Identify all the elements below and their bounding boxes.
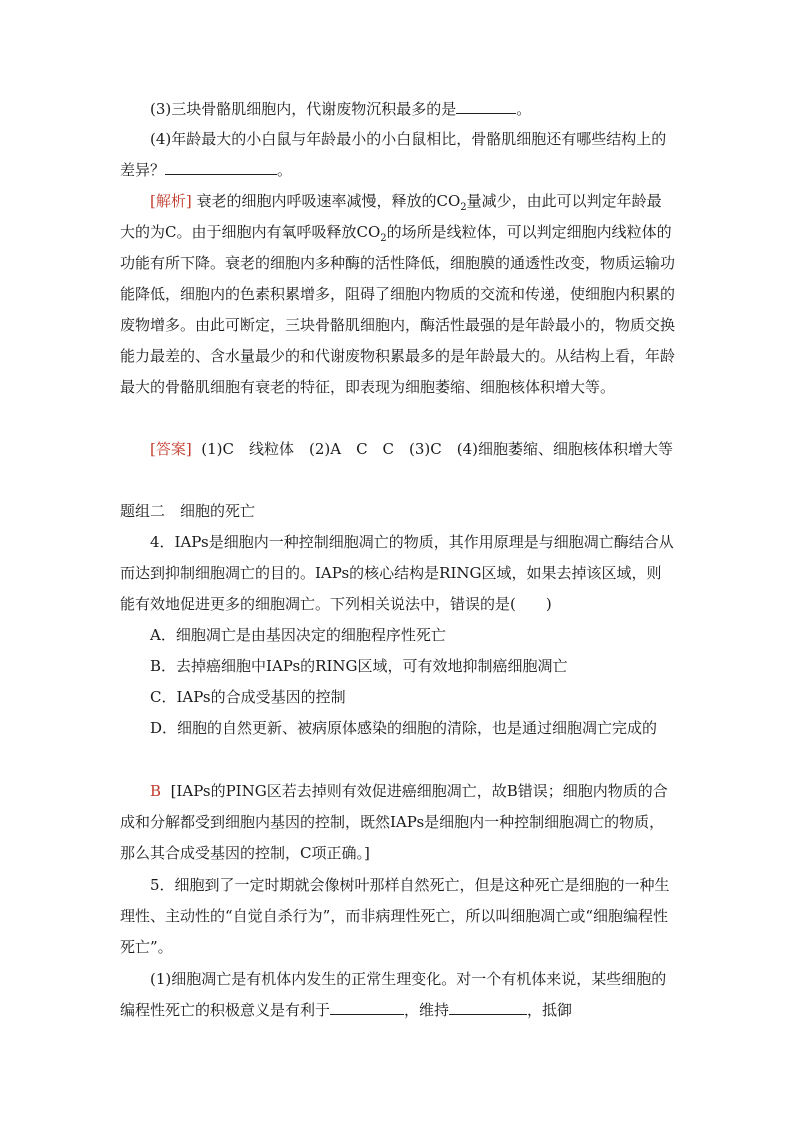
answer-blank bbox=[165, 158, 277, 175]
question-3 bbox=[120, 94, 675, 125]
q4-text: (4)年龄最大的小白鼠与年龄最小的小白鼠相比，骨骼肌细胞还有哪些结构上的差异？ bbox=[120, 130, 667, 179]
q3-end: 。 bbox=[516, 100, 532, 118]
q3-text: (3)三块骨骼肌细胞内，代谢废物沉积最多的是 bbox=[150, 100, 457, 118]
option-b: B．去掉癌细胞中IAPs的RING区域，可有效地抑制癌细胞凋亡 bbox=[150, 657, 568, 675]
answer-tag: [答案] bbox=[150, 440, 192, 458]
solution-paragraph: B [IAPs的PING区若去掉则有效促进癌细胞凋亡，故B错误；细胞内物质的合成和分解都受到细胞内基因的控制，既然IAPs是细胞内一种控制细胞凋亡的物质，那么其合成受基因的控制，C项正确。] bbox=[120, 782, 668, 862]
answer-paragraph: [答案] (1)C 线粒体 (2)A C C (3)C (4)细胞萎缩、细胞核体积增大等 bbox=[150, 440, 673, 458]
option-a: A．细胞凋亡是由基因决定的细胞程序性死亡 bbox=[150, 626, 446, 644]
analysis-tag: [解析] bbox=[150, 192, 192, 210]
question-4 bbox=[120, 124, 675, 186]
analysis-paragraph: [解析] 衰老的细胞内呼吸速率减慢，释放的$CO_2$量减少，由此可以判定年龄最大的为C。由于细胞内有氧呼吸释放$CO_2$的场所是线粒体，可以判定细胞内线粒体的功能有所下降。衰老的细胞内多种酶的活性降低，细胞膜的通透性改变，物质运输功能降低，细胞内的色素积累增多，阻碍了细胞内物质的交流和传递，使细胞内积累的废物增多。由此可断定，三块骨骼肌细胞内，酶活性最强的是年龄最小的，物质交换能力最差的、含水量最少的和代谢废物积累最多的是年龄最大的。从结构上看，年龄最大的骨骼肌细胞有衰老的特征，即表现为细胞萎缩、细胞核体积增大等。 bbox=[120, 192, 676, 396]
answer-blank bbox=[330, 998, 404, 1015]
question-5-1: (1)细胞凋亡是有机体内发生的正常生理变化。对一个有机体来说，某些细胞的编程性死亡的积极意义是有利于 ，维持 ，抵御 bbox=[120, 970, 667, 1019]
section-heading: 题组二 细胞的死亡 bbox=[120, 502, 256, 520]
option-d: D．细胞的自然更新、被病原体感染的细胞的清除，也是通过细胞凋亡完成的 bbox=[150, 719, 658, 737]
answer-blank bbox=[456, 97, 516, 114]
q4-end: 。 bbox=[277, 161, 293, 179]
question-5-stem: 5．细胞到了一定时期就会像树叶那样自然死亡，但是这种死亡是细胞的一种生理性、主动性的“自觉自杀行为”，而非病理性死亡，所以叫细胞凋亡或“细胞编程性死亡”。 bbox=[120, 876, 670, 956]
question-4-stem: 4．IAPs是细胞内一种控制细胞凋亡的物质，其作用原理是与细胞凋亡酶结合从而达到抑制细胞凋亡的目的。IAPs的核心结构是RING区域，如果去掉该区域，则能有效地促进更多的细胞凋亡。下列相关说法中，错误的是( ) bbox=[120, 533, 674, 613]
option-c: C．IAPs的合成受基因的控制 bbox=[150, 688, 346, 706]
solution-answer: B bbox=[150, 782, 162, 800]
answer-blank bbox=[449, 998, 527, 1015]
